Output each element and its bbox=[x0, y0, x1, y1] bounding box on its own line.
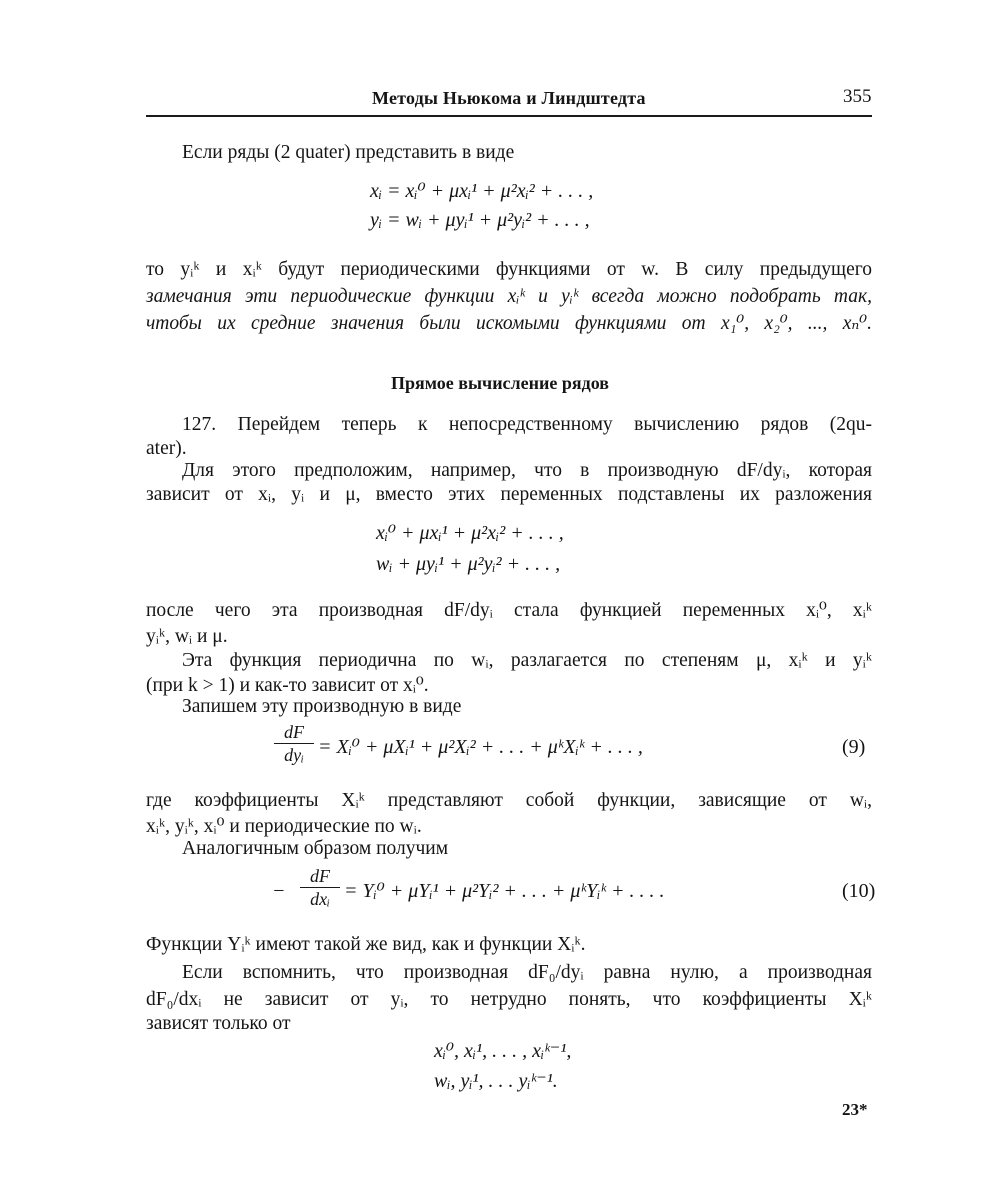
paragraph-9-line-1: Если вспомнить, что производная dF₀/dyᵢ равна нулю, а производная bbox=[182, 962, 872, 983]
intro-line-2: то yᵢᵏ и xᵢᵏ будут периодическими функциями от w. В силу предыдущего bbox=[146, 259, 872, 280]
equation-10-fraction-bar bbox=[300, 887, 340, 888]
equation-9-numerator: dF bbox=[284, 722, 304, 742]
equation-10-numerator: dF bbox=[310, 866, 330, 886]
paragraph-127-line-1: 127. Перейдем теперь к непосредственному вычислению рядов (2qu- bbox=[182, 414, 872, 435]
paragraph-4-line-1: Эта функция периодична по wᵢ, разлагается по степеням μ, xᵢᵏ и yᵢᵏ bbox=[182, 650, 872, 671]
formula-x-dependencies: xᵢ⁰, xᵢ¹, . . . , xᵢᵏ⁻¹, bbox=[434, 1040, 572, 1062]
running-header-title: Методы Ньюкома и Линдштедта bbox=[372, 88, 646, 108]
equation-10-rhs: = Yᵢ⁰ + μYᵢ¹ + μ²Yᵢ² + . . . + μᵏYᵢᵏ + . . . . bbox=[344, 880, 665, 902]
paragraph-2-line-2: зависит от xᵢ, yᵢ и μ, вместо этих переменных подставлены их разложения bbox=[146, 484, 872, 505]
equation-9-label: (9) bbox=[842, 736, 866, 758]
formula-yi-series: yᵢ = wᵢ + μyᵢ¹ + μ²yᵢ² + . . . , bbox=[370, 209, 590, 231]
paragraph-9-line-3: зависят только от bbox=[146, 1013, 291, 1034]
paragraph-2-line-1: Для этого предположим, например, что в производную dF/dyᵢ, которая bbox=[182, 460, 872, 481]
equation-10-denominator: dxᵢ bbox=[310, 889, 330, 909]
equation-10-fraction bbox=[300, 866, 340, 909]
paragraph-127-line-2: ater). bbox=[146, 438, 187, 459]
section-heading: Прямое вычисление рядов bbox=[391, 373, 609, 393]
paragraph-7-line-1: Аналогичным образом получим bbox=[182, 838, 449, 859]
paragraph-3-line-2: yᵢᵏ, wᵢ и μ. bbox=[146, 626, 228, 647]
equation-10-label: (10) bbox=[842, 880, 876, 902]
formula-xi-series: xᵢ = xᵢ⁰ + μxᵢ¹ + μ²xᵢ² + . . . , bbox=[370, 180, 594, 202]
header-rule bbox=[146, 115, 872, 117]
intro-line-3: замечания эти периодические функции xᵢᵏ и yᵢᵏ всегда можно подобрать так, bbox=[146, 286, 872, 307]
intro-line-1: Если ряды (2 quater) представить в виде bbox=[182, 142, 515, 163]
formula-x-expansion: xᵢ⁰ + μxᵢ¹ + μ²xᵢ² + . . . , bbox=[376, 522, 564, 544]
equation-9-fraction bbox=[274, 722, 314, 765]
page-number: 355 bbox=[843, 86, 872, 107]
equation-9-denominator: dyᵢ bbox=[284, 745, 304, 765]
paragraph-6-line-2: xᵢᵏ, yᵢᵏ, xᵢ⁰ и периодические по wᵢ. bbox=[146, 816, 422, 837]
intro-line-4: чтобы их средние значения были искомыми функциями от x₁⁰, x₂⁰, ..., xₙ⁰. bbox=[146, 313, 872, 334]
formula-w-expansion: wᵢ + μyᵢ¹ + μ²yᵢ² + . . . , bbox=[376, 553, 561, 575]
signature-mark: 23* bbox=[842, 1100, 868, 1119]
equation-9-rhs: = Xᵢ⁰ + μXᵢ¹ + μ²Xᵢ² + . . . + μᵏXᵢᵏ + . . . , bbox=[318, 736, 643, 758]
formula-w-y-dependencies: wᵢ, yᵢ¹, . . . yᵢᵏ⁻¹. bbox=[434, 1070, 558, 1092]
paragraph-6-line-1: где коэффициенты Xᵢᵏ представляют собой функции, зависящие от wᵢ, bbox=[146, 790, 872, 811]
paragraph-5-line-1: Запишем эту производную в виде bbox=[182, 696, 462, 717]
equation-10-minus: − bbox=[272, 880, 286, 902]
equation-9-fraction-bar bbox=[274, 743, 314, 744]
paragraph-4-line-2: (при k > 1) и как-то зависит от xᵢ⁰. bbox=[146, 675, 429, 696]
paragraph-8-line-1: Функции Yᵢᵏ имеют такой же вид, как и функции Xᵢᵏ. bbox=[146, 934, 586, 955]
paragraph-9-line-2: dF₀/dxᵢ не зависит от yᵢ, то нетрудно понять, что коэффициенты Xᵢᵏ bbox=[146, 989, 872, 1010]
paragraph-3-line-1: после чего эта производная dF/dyᵢ стала функцией переменных xᵢ⁰, xᵢᵏ bbox=[146, 600, 872, 621]
